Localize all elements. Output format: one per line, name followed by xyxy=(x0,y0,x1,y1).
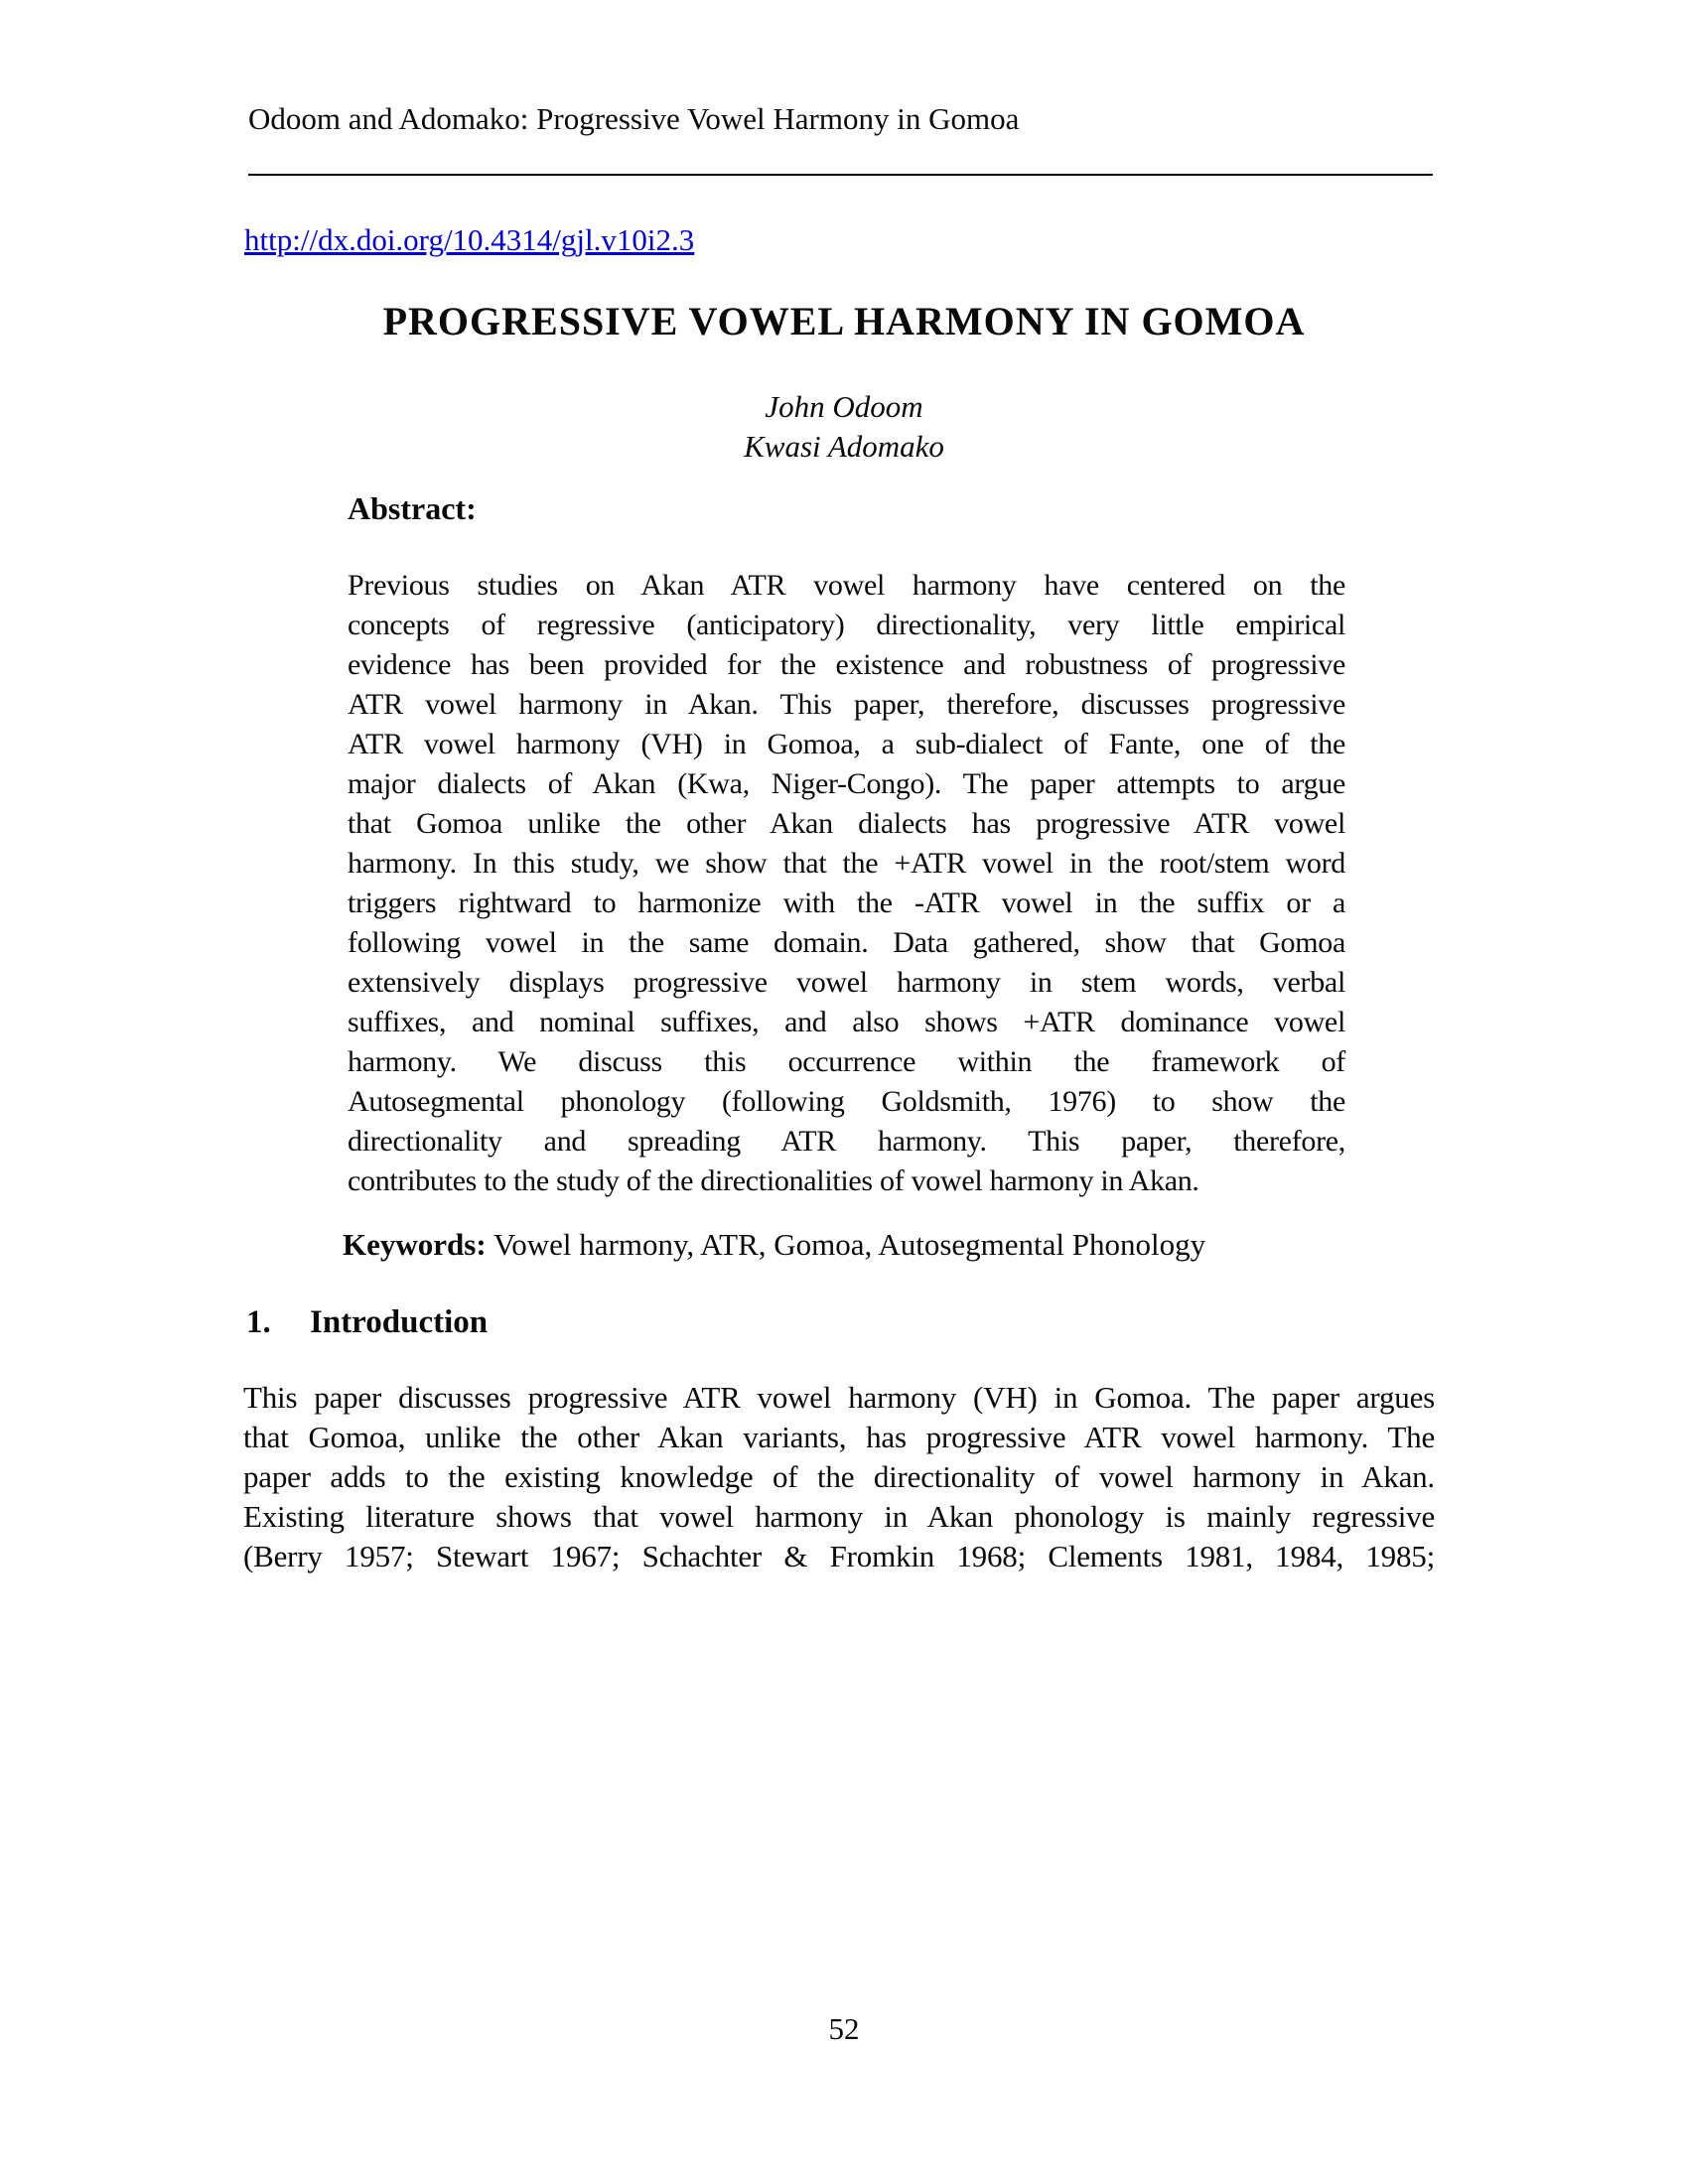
author-block xyxy=(0,387,1688,467)
section-heading-introduction xyxy=(246,1304,488,1341)
intro-line: Existing literature shows that vowel harmony in Akan phonology is mainly regressive xyxy=(243,1499,1435,1534)
keywords-text: Vowel harmony, ATR, Gomoa, Autosegmental Phonology xyxy=(486,1227,1206,1262)
keywords-label: Keywords: xyxy=(343,1227,487,1262)
doi-link[interactable]: http://dx.doi.org/10.4314/gjl.v10i2.3 xyxy=(244,222,695,257)
abstract-line: triggers rightward to harmonize with the -ATR vowel in the suffix or a xyxy=(348,887,1345,919)
intro-line: This paper discusses progressive ATR vowel harmony (VH) in Gomoa. The paper argues xyxy=(243,1380,1435,1415)
abstract-line: ATR vowel harmony (VH) in Gomoa, a sub-dialect of Fante, one of the xyxy=(348,728,1345,760)
abstract-line: that Gomoa unlike the other Akan dialects has progressive ATR vowel xyxy=(348,807,1345,840)
intro-line: paper adds to the existing knowledge of the directionality of vowel harmony in Akan. xyxy=(243,1459,1435,1494)
section-title: Introduction xyxy=(310,1304,489,1340)
abstract-line: directionality and spreading ATR harmony. This paper, therefore, xyxy=(348,1125,1345,1158)
abstract-heading: Abstract: xyxy=(348,490,477,526)
introduction-paragraph xyxy=(243,1378,1435,1576)
abstract-line: Previous studies on Akan ATR vowel harmony have centered on the xyxy=(348,569,1345,602)
abstract-line: contributes to the study of the directionalities of vowel harmony in Akan. xyxy=(348,1164,1199,1197)
abstract-line: harmony. In this study, we show that the +ATR vowel in the root/stem word xyxy=(348,847,1345,880)
author-name: Kwasi Adomako xyxy=(744,429,944,464)
header-divider-rule xyxy=(248,174,1433,176)
abstract-line: following vowel in the same domain. Data gathered, show that Gomoa xyxy=(348,926,1345,959)
author-name: John Odoom xyxy=(765,389,923,424)
abstract-line: Autosegmental phonology (following Goldsmith, 1976) to show the xyxy=(348,1085,1345,1118)
abstract-line: concepts of regressive (anticipatory) directionality, very little empirical xyxy=(348,609,1345,641)
abstract-line: ATR vowel harmony in Akan. This paper, therefore, discusses progressive xyxy=(348,688,1345,721)
paper-title: PROGRESSIVE VOWEL HARMONY IN GOMOA xyxy=(382,299,1306,343)
abstract-line: evidence has been provided for the existence and robustness of progressive xyxy=(348,648,1345,681)
intro-line: that Gomoa, unlike the other Akan variants, has progressive ATR vowel harmony. The xyxy=(243,1420,1435,1454)
page-number: 52 xyxy=(828,2011,860,2046)
abstract-paragraph xyxy=(348,566,1345,1201)
abstract-line: suffixes, and nominal suffixes, and also shows +ATR dominance vowel xyxy=(348,1006,1345,1038)
section-number: 1. xyxy=(246,1304,271,1340)
keywords-line xyxy=(343,1227,1205,1263)
abstract-line: major dialects of Akan (Kwa, Niger-Congo). The paper attempts to argue xyxy=(348,767,1345,800)
running-header: Odoom and Adomako: Progressive Vowel Harmony in Gomoa xyxy=(248,101,1020,136)
abstract-line: extensively displays progressive vowel harmony in stem words, verbal xyxy=(348,966,1345,999)
abstract-line: harmony. We discuss this occurrence within the framework of xyxy=(348,1045,1345,1078)
intro-line: (Berry 1957; Stewart 1967; Schachter & Fromkin 1968; Clements 1981, 1984, 1985; xyxy=(243,1539,1435,1573)
